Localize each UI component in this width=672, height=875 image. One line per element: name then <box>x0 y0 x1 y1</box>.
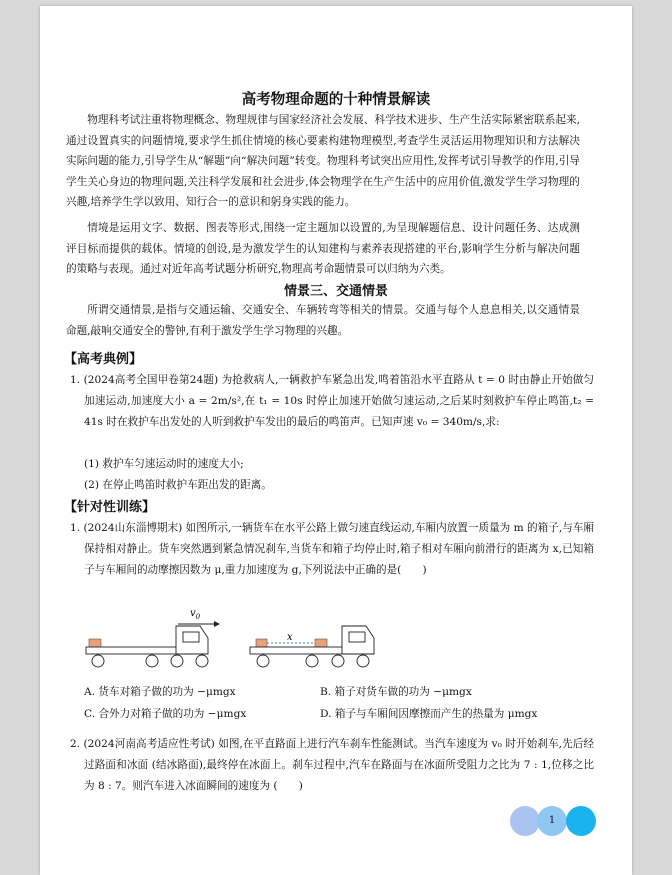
example-1 <box>70 370 594 433</box>
option-b: B. 箱子对货车做的功为 −μmgx <box>320 686 472 698</box>
practice-heading: 【针对性训练】 <box>64 500 156 515</box>
page-number: 1 <box>537 806 567 836</box>
option-a: A. 货车对箱子做的功为 −μmgx <box>84 686 236 698</box>
intro-paragraph-2: 情境是运用文字、数据、图表等形式,围绕一定主题加以设置的,为呈现解题信息、设计问题任务、达成测评目标而提供的载体。情境的创设,是为激发学生的认知建构与素养表现搭建的平台,影响学生分析与解决问题的策略与表现。通过对近年高考试题分析研究,物理高考命题情景可以归纳为六类。 <box>66 222 580 275</box>
velocity-label: $v_0$ <box>190 608 201 621</box>
distance-label: x <box>287 632 293 643</box>
question-1-text: (2024山东淄博期末) 如图所示,一辆货车在水平公路上做匀速直线运动,车厢内放置一质量为 m 的箱子,与车厢保持相对静止。货车突然遇到紧急情况刹车,当货车和箱子均停止时,箱子相对车厢向前滑行的距离为 x,已知箱子与车厢间的动摩擦因数为 μ,重力加速度为 g,下列说法中正确的是( ) <box>83 522 594 576</box>
question-1-number: 1. <box>70 522 81 534</box>
truck-moving <box>86 608 220 667</box>
document-page <box>40 6 632 875</box>
question-2-number: 2. <box>70 738 81 750</box>
truck-figure <box>80 602 380 682</box>
section-title: 情景三、交通情景 <box>283 284 388 299</box>
intro-paragraph-1: 物理科考试注重将物理概念、物理规律与国家经济社会发展、科学技术进步、生产生活实际紧密联系起来,通过设置真实的问题情境,要求学生抓住情境的核心要素构建物理模型,考查学生灵活运用物理知识和方法解决实际问题的能力,引导学生从“解题”向“解决问题”转变。物理科考试突出应用性,发挥考试引导教学的作用,引导学生关心身边的物理问题,关注科学发展和社会进步,体会物理学在生产生活中的应用价值,激发学生学习物理的兴趣,培养学生学以致用、知行合一的意识和躬身实践的能力。 <box>66 114 580 208</box>
truck-stopped <box>250 626 374 667</box>
typical-example-heading: 【高考典例】 <box>64 352 143 367</box>
box-on-truck-1 <box>89 639 101 647</box>
practice-question-2 <box>70 734 594 797</box>
document-title: 高考物理命题的十种情景解读 <box>241 91 431 108</box>
option-d: D. 箱子与车厢间因摩擦而产生的热量为 μmgx <box>320 708 538 720</box>
example-1-number: 1. <box>70 374 81 386</box>
page-bubble-right <box>566 806 596 836</box>
example-1-sub-2: (2) 在停止鸣笛时救护车距出发的距离。 <box>84 479 272 491</box>
box-start-position <box>256 639 267 647</box>
option-c: C. 合外力对箱子做的功为 −μmgx <box>84 708 247 720</box>
question-2-text: (2024河南高考适应性考试) 如图,在平直路面上进行汽车刹车性能测试。当汽车速度为 v₀ 时开始刹车,先后经过路面和冰面 (结冰路面),最终停在冰面上。刹车过程中,汽车在路面与在冰面所受阻力之比为 7 : 1,位移之比为 8 : 7。则汽车进入冰面瞬间的速度为 ( ) <box>83 738 594 792</box>
example-1-sub-1: (1) 救护车匀速运动时的速度大小; <box>84 458 244 470</box>
practice-question-1 <box>70 518 594 581</box>
section-intro: 所谓交通情景,是指与交通运输、交通安全、车辆转弯等相关的情景。交通与每个人息息相关,以交通情景命题,敲响交通安全的警钟,有利于激发学生学习物理的兴趣。 <box>66 304 580 337</box>
box-end-position <box>315 639 327 647</box>
page-bubble-left <box>510 806 540 836</box>
example-1-text: (2024高考全国甲卷第24题) 为抢救病人,一辆救护车紧急出发,鸣着笛沿水平直路从 t = 0 时由静止开始做匀加速运动,加速度大小 a = 2m/s²,在 t₁ = 10s 时停止加速开始做匀速运动,之后某时刻救护车停止鸣笛,t₂ = 41s 时在救护车出发处的人听到救护车发出的最后的鸣笛声。已知声速 v₀ = 340m/s,求: <box>83 374 594 428</box>
